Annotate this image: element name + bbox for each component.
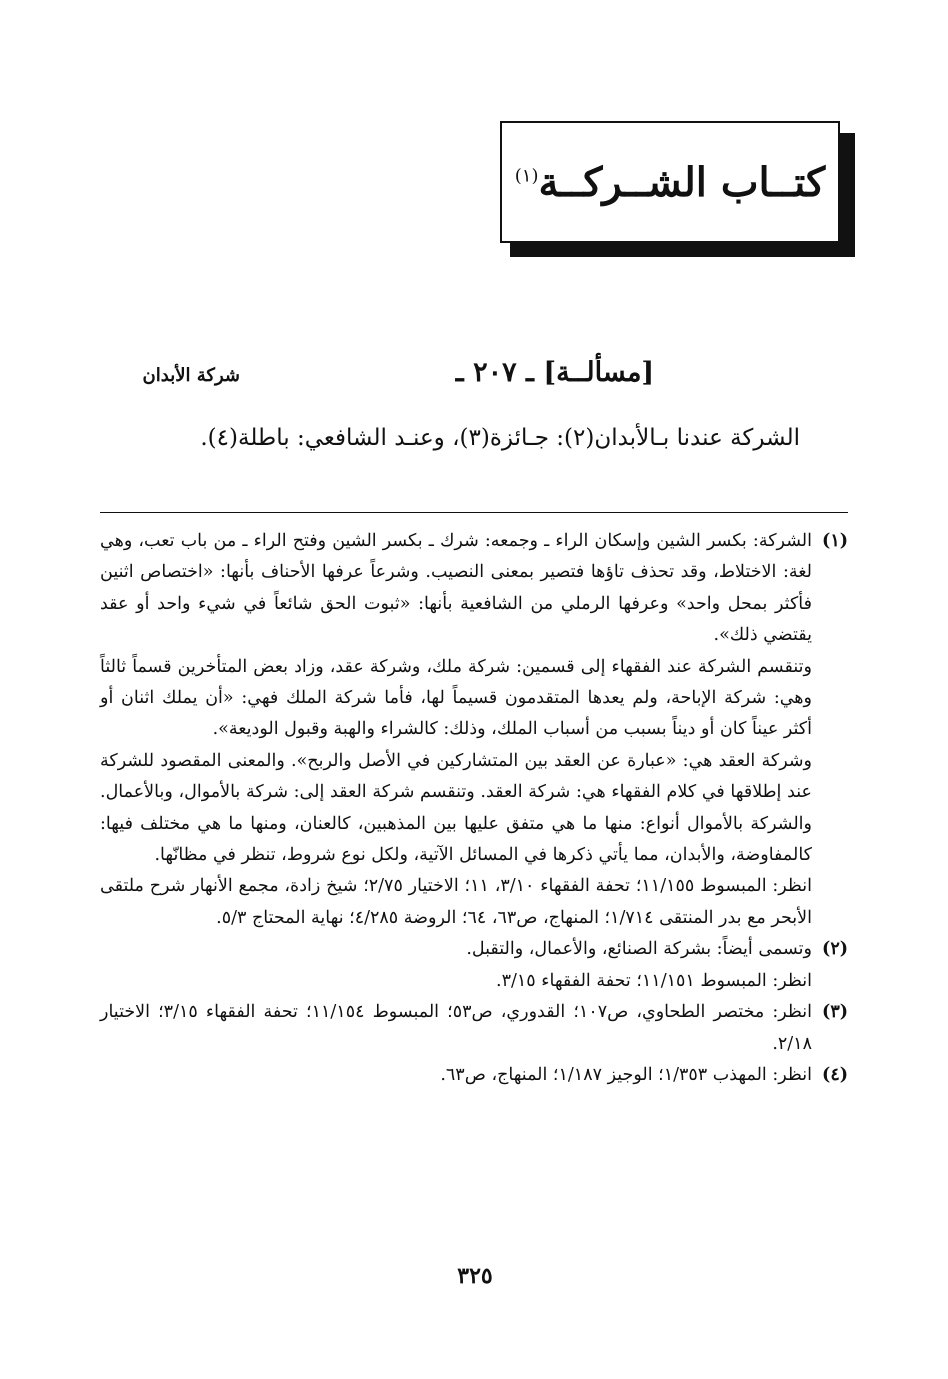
- page-number: ٣٢٥: [457, 1263, 493, 1289]
- main-text: الشركة عندنا بـالأبدان(٢): جـائزة(٣)، وعنـد الشافعي: باطلة(٤).: [200, 425, 800, 451]
- footnote-number: (٣): [822, 1002, 848, 1023]
- footnote-paragraph: وتنقسم الشركة عند الفقهاء إلى قسمين: شركة ملك، وشركة عقد، وزاد بعض المتأخرين قسماً ثالثاً وهي: شركة الإباحة، ولم يعدها المتقدمون قسيماً لها، فأما شركة الملك فهي: «أن يملك اثنان أو أكثر عيناً كان أو ديناً بسبب من أسباب الملك، وذلك: كالشراء والهبة وقبول الوديعة».: [100, 656, 812, 740]
- chapter-title-box: [500, 121, 840, 243]
- side-note: شركة الأبدان: [142, 365, 240, 386]
- chapter-title-text: كتــاب الشــركــة: [538, 158, 826, 206]
- footnote-3: [100, 997, 848, 1060]
- footnote-paragraph: انظر: المهذب ١/٣٥٣؛ الوجيز ١/١٨٧؛ المنهاج، ص٦٣.: [440, 1064, 812, 1085]
- masala-heading: [مسألــة] ـ ٢٠٧ ـ: [455, 357, 655, 388]
- footnote-paragraph: انظر: المبسوط ١١/١٥٥؛ تحفة الفقهاء ٣/١٠، ١١؛ الاختيار ٢/٧٥؛ شيخ زادة، مجمع الأنهار شرح ملتقى الأبحر مع بدر المنتقى ١/٧١٤؛ المنهاج، ص٦٣، ٦٤؛ الروضة ٤/٢٨٥؛ نهاية المحتاج ٥/٣.: [100, 876, 813, 928]
- chapter-title: [515, 159, 825, 206]
- footnote-paragraph: انظر: المبسوط ١١/١٥١؛ تحفة الفقهاء ٣/١٥.: [496, 970, 812, 991]
- footnote-number: (١): [822, 531, 848, 551]
- footnote-paragraph: وتسمى أيضاً: بشركة الصنائع، والأعمال، والتقبل.: [466, 939, 812, 960]
- footnote-2: [100, 934, 848, 997]
- footnote-paragraph: وشركة العقد هي: «عبارة عن العقد بين المتشاركين في الأصل والربح». والمعنى المقصود للشركة عند إطلاقها في كلام الفقهاء هي: شركة العقد. وتنقسم شركة العقد إلى: شركة بالأموال، وبالأعمال. والشركة بالأموال أنواع: منها ما هي متفق عليها بين المذهبين، كالعنان، ومنها ما هي مختلف فيها: كالمفاوضة، والأبدان، مما يأتي ذكرها في المسائل الآتية، ولكل نوع شروط، تنظر في مظانّها.: [100, 750, 812, 866]
- footnote-1: [100, 526, 848, 934]
- chapter-title-footnote-marker: (١): [514, 165, 539, 187]
- footnote-separator: [100, 512, 848, 513]
- footnote-paragraph: الشركة: بكسر الشين وإسكان الراء ـ وجمعه: شرك ـ بكسر الشين وفتح الراء ـ من باب تعب، وهي لغة: الاختلاط، وقد تحذف تاؤها فتصير بمعنى النصيب. وشرعاً عرفها الأحناف بأنها: «اختصاص اثنين فأكثر بمحل واحد» وعرفها الرملي من الشافعية بأنها: «ثبوت الحق شائعاً في شيء واحد أو عقد يقتضي ذلك».: [100, 531, 812, 646]
- footnote-number: (٤): [822, 1064, 848, 1085]
- footnote-number: (٢): [822, 939, 848, 960]
- footnote-paragraph: انظر: مختصر الطحاوي، ص١٠٧؛ القدوري، ص٥٣؛ المبسوط ١١/١٥٤؛ تحفة الفقهاء ٣/١٥؛ الاختيار ٢/١٨.: [100, 1002, 812, 1054]
- footnotes: [100, 526, 848, 1091]
- footnote-4: [100, 1060, 848, 1091]
